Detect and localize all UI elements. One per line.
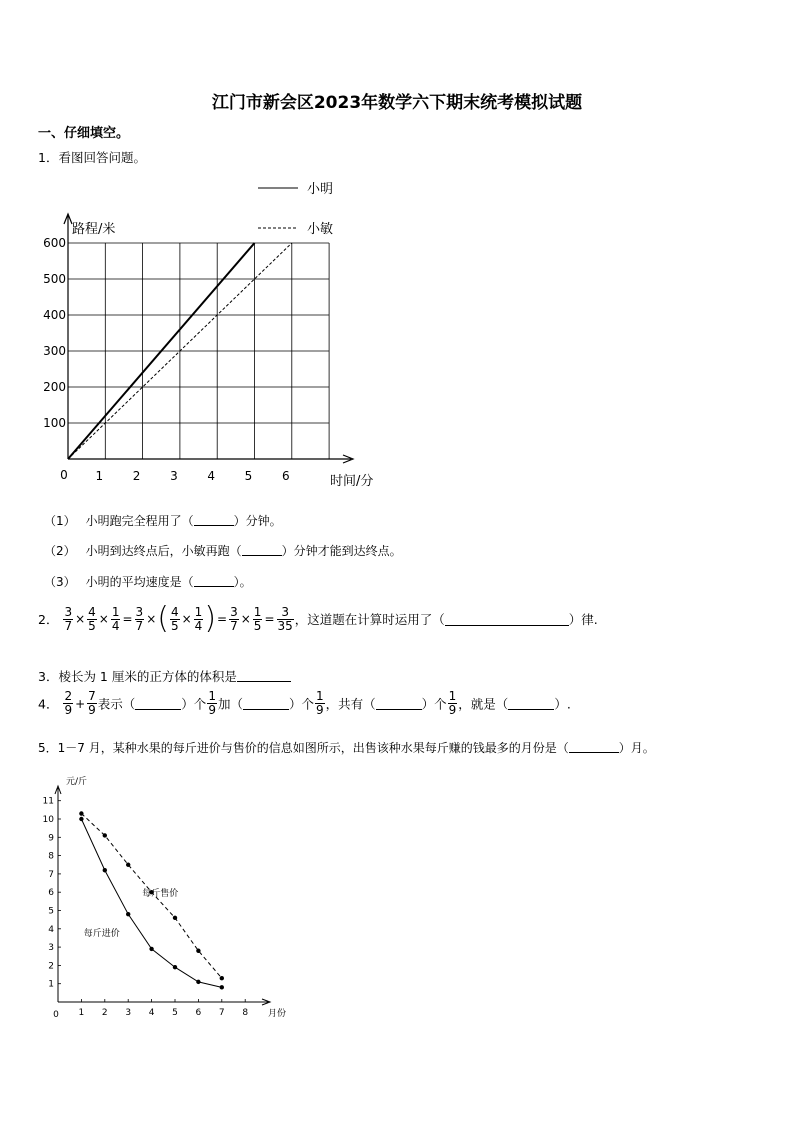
x-tick-label: 2 [101,1008,108,1018]
data-point-cost [149,947,153,951]
x-tick-label: 2 [132,469,141,483]
answer-blank[interactable] [194,574,234,587]
question-2: 2． $\frac{3}{7}$ × $\frac{4}{5}$ × $\frac{1}{4}$ = $\frac{3}{7}$ ×( $\frac{4}{5}$ × $\frac{1}{4}$ )= $\frac{3}{7}$ × $\frac{1}{5}$ = $\frac{3}{35}$ ，这道题在计算时运用了（ ）律. [38,601,598,636]
data-point-price [79,811,83,815]
fraction: $\frac{2}{9}$ [64,689,73,717]
fraction: $\frac{3}{7}$ [64,604,73,633]
question-1-sub-1: （1） 小明跑完全程用了（ ）分钟。 [44,514,282,528]
y-tick-label: 100 [43,416,66,430]
chart-axes [64,214,353,463]
y-tick-label: 400 [43,308,66,322]
fraction: $\frac{1}{5}$ [253,604,262,633]
answer-blank[interactable] [243,697,289,710]
y-tick-label: 7 [48,869,54,880]
question-3: 3．棱长为 1 厘米的正方体的体积是 [38,667,291,685]
question-1-sub-2: （2） 小明到达终点后，小敏再跑（ ）分钟才能到达终点。 [44,544,402,558]
y-tick-label: 3 [48,943,54,954]
x-tick-label: 5 [172,1008,178,1018]
y-tick-label: 300 [43,344,66,358]
fraction: $\frac{1}{9}$ [315,689,324,717]
answer-blank[interactable] [194,513,234,526]
y-tick-label: 8 [48,851,54,862]
y-tick-label: 4 [48,924,54,935]
fraction: $\frac{4}{5}$ [88,604,96,633]
x-tick-label: 1 [78,1008,85,1018]
chart-labels [43,775,286,1020]
section-heading: 一、仔细填空。 [38,126,130,141]
data-point-cost [126,912,130,916]
x-tick-label: 5 [244,469,253,483]
y-tick-label: 600 [43,236,66,250]
y-axis-label: 路程/米 [72,222,116,237]
page-title: 江门市新会区2023年数学六下期末统考模拟试题 [211,93,583,113]
x-tick-label: 6 [195,1008,202,1018]
chart-labels [43,221,373,489]
x-tick-label: 3 [125,1008,132,1018]
x-axis-label: 月份 [268,1009,287,1019]
legend-label: 小明 [307,182,334,197]
series-label-price: 每斤售价 [142,888,179,899]
fraction: $\frac{1}{4}$ [194,604,203,633]
chart-grid [68,243,329,459]
y-tick-label: 200 [43,380,66,394]
data-point-cost [173,965,177,969]
fraction: $\frac{1}{4}$ [111,604,120,633]
y-tick-label: 9 [48,833,54,844]
y-tick-label: 6 [48,888,54,899]
x-tick-label: 8 [242,1008,249,1018]
answer-blank[interactable] [508,697,554,710]
series-label-cost: 每斤进价 [83,929,120,940]
y-tick-label: 11 [42,796,54,807]
data-point-cost [103,868,107,872]
data-point-price [196,949,200,953]
y-tick-label: 500 [43,272,66,286]
answer-blank[interactable] [569,740,619,753]
answer-blank[interactable] [135,697,181,710]
distance-time-chart [36,176,396,496]
data-point-cost [79,817,83,821]
question-1-text: 1．看图回答问题。 [38,150,146,165]
y-tick-label: 5 [48,906,54,917]
x-axis-label: 时间/分 [330,474,374,489]
data-point-cost [220,985,224,989]
data-point-cost [196,980,200,984]
fraction: $\frac{3}{7}$ [135,604,144,633]
data-point-price [103,833,107,837]
answer-blank[interactable] [445,613,569,626]
fraction: $\frac{3}{7}$ [230,604,238,633]
question-4: 4． $\frac{2}{9}$ + $\frac{7}{9}$ 表示（ ）个 $\frac{1}{9}$ 加（ ）个 $\frac{1}{9}$ ，共有（ ）个 $\frac{1}{9}$ ，就是（ ）. [38,689,571,717]
x-tick-label: 3 [170,469,178,483]
x-tick-label: 1 [95,469,104,483]
y-tick-label: 10 [42,815,54,825]
legend-label: 小敏 [307,222,334,237]
question-5: 5．1－7 月，某种水果的每斤进价与售价的信息如图所示，出售该种水果每斤赚的钱最多的月份是（ ）月。 [38,741,655,755]
fraction: $\frac{3}{35}$ [277,604,293,633]
answer-blank[interactable] [376,697,422,710]
answer-blank[interactable] [242,543,282,556]
chart-series [79,811,224,989]
fraction: $\frac{1}{9}$ [208,689,216,717]
data-point-price [173,916,177,920]
chart-legend [258,182,333,237]
origin-label: 0 [60,468,68,482]
x-tick-label: 4 [148,1008,155,1018]
x-tick-label: 7 [218,1008,225,1018]
origin-label: 0 [53,1010,59,1020]
y-tick-label: 2 [48,961,54,972]
fraction: $\frac{4}{5}$ [170,604,179,633]
x-tick-label: 4 [207,469,216,483]
x-tick-label: 6 [281,469,290,483]
y-axis-label: 元/斤 [66,777,88,787]
data-point-price [126,863,130,867]
fraction: $\frac{7}{9}$ [88,689,96,717]
answer-blank[interactable] [237,669,291,682]
data-point-price [220,976,224,980]
fraction: $\frac{1}{9}$ [448,689,457,717]
price-chart [40,770,300,1030]
y-tick-label: 1 [48,979,54,990]
series-line-cost [81,819,221,987]
question-1-sub-3: （3） 小明的平均速度是（ ）。 [44,575,252,589]
